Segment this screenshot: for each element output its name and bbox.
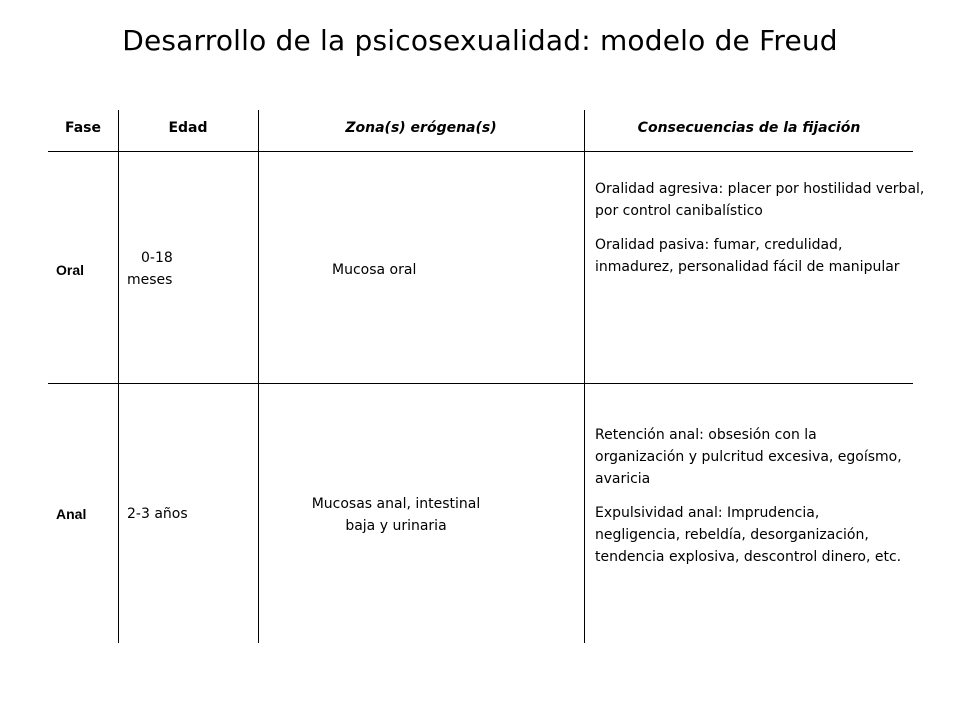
row-oral-edad-1: 0-18 (141, 250, 173, 266)
header-edad: Edad (168, 120, 208, 136)
row-oral-cons-pasiva: Oralidad pasiva: fumar, credulidad, inmadurez, personalidad fácil de manipular (595, 237, 900, 275)
row-oral-consecuencias (595, 178, 925, 290)
row-anal-zona-2: baja y urinaria (345, 518, 447, 534)
row-oral-cons-agresiva: Oralidad agresiva: placer por hostilidad verbal, por control canibalístico (595, 181, 925, 219)
row-divider (48, 383, 913, 384)
row-anal-zona-1: Mucosas anal, intestinal (311, 496, 481, 512)
row-oral-edad-2: meses (127, 272, 173, 288)
row-anal-cons-retencion: Retención anal: obsesión con la organización y pulcritud excesiva, egoísmo, avaricia (595, 427, 902, 487)
row-anal-consecuencias (595, 424, 907, 580)
header-zona: Zona(s) erógena(s) (345, 120, 497, 136)
column-divider-3 (584, 110, 585, 643)
column-divider-1 (118, 110, 119, 643)
header-divider (48, 151, 913, 152)
row-oral-fase: Oral (56, 262, 85, 278)
header-fase: Fase (64, 120, 102, 136)
row-oral-zona: Mucosa oral (332, 262, 417, 278)
row-anal-fase: Anal (56, 506, 87, 522)
column-divider-2 (258, 110, 259, 643)
header-consecuencias: Consecuencias de la fijación (637, 120, 861, 136)
row-anal-cons-expulsividad: Expulsividad anal: Imprudencia, negligencia, rebeldía, desorganización, tendencia explosiva, descontrol dinero, etc. (595, 505, 902, 565)
row-anal-edad: 2-3 años (127, 506, 188, 522)
page-title: Desarrollo de la psicosexualidad: modelo de Freud (122, 24, 838, 57)
